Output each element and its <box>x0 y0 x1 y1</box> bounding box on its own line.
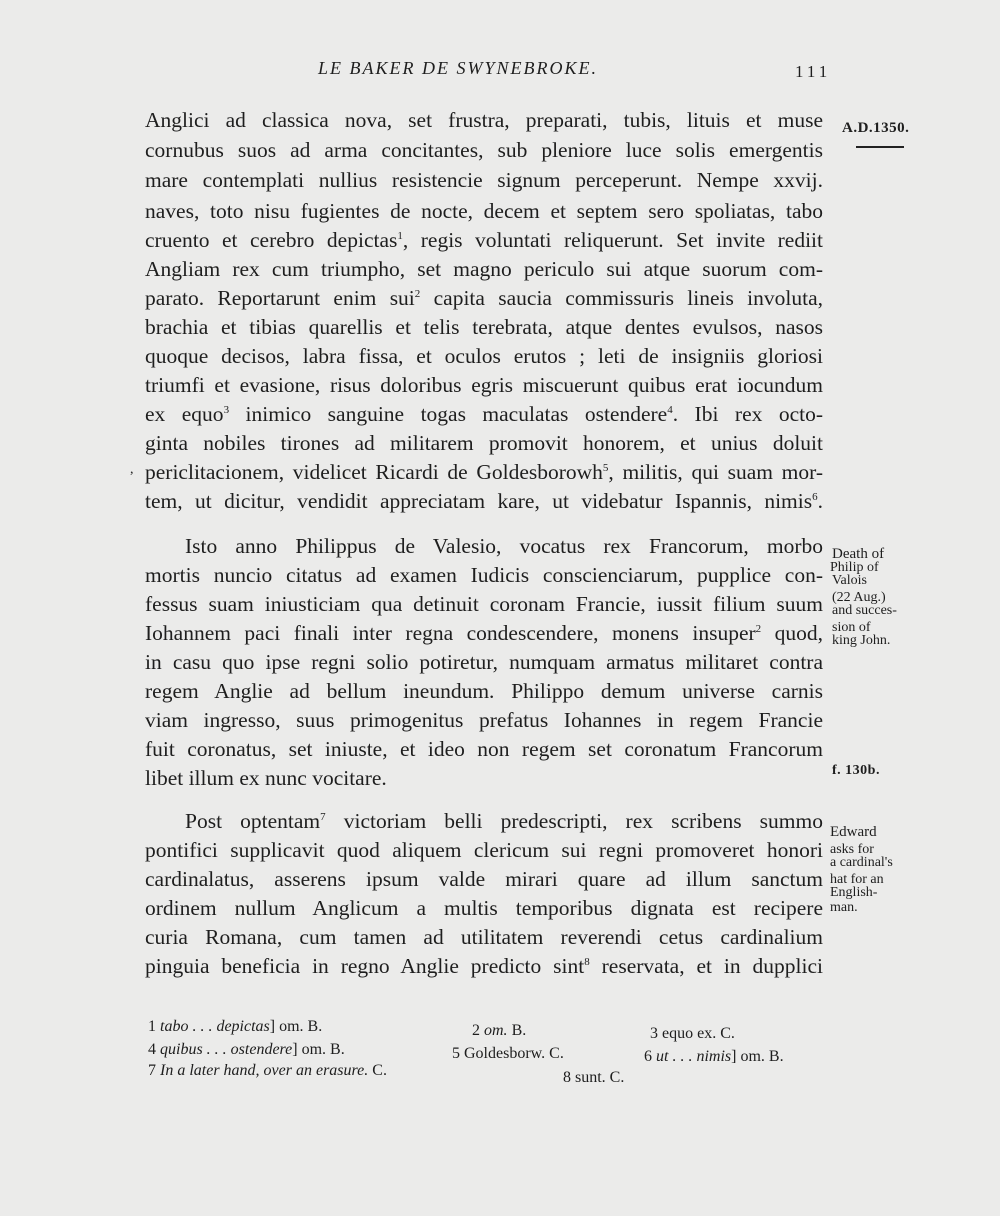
body-line: mortis nuncio citatus ad examen Iudicis conscienciarum, pupplice con- <box>145 563 823 587</box>
body-line: in casu quo ipse regni solio potiretur, numquam armatus militaret contra <box>145 650 823 674</box>
page-number: 111 <box>795 62 832 81</box>
body-line: ex equo$^3$ inimico sanguine togas maculatas ostendere$^4$. Ibi rex octo- <box>145 402 823 426</box>
body-line: tem, ut dicitur, vendidit appreciatam kare, ut videbatur Ispannis, nimis$^6$. <box>145 489 823 513</box>
body-line: Anglici ad classica nova, set frustra, preparati, tubis, lituis et muse <box>145 108 823 132</box>
footnote-1: 1 tabo . . . depictas] om. B. <box>148 1018 323 1035</box>
stray-mark: , <box>130 462 134 477</box>
body-line: curia Romana, cum tamen ad utilitatem reverendi cetus cardinalium <box>145 925 823 949</box>
footnote-7: 7 In a later hand, over an erasure. C. <box>148 1062 387 1079</box>
body-line: naves, toto nisu fugientes de nocte, decem et septem sero spoliatas, tabo <box>145 199 823 223</box>
body-line: periclitacionem, videlicet Ricardi de Goldesborowh$^5$, militis, qui suam mor- <box>145 460 823 484</box>
body-line: ginta nobiles tirones ad militarem promovit honorem, et unius doluit <box>145 431 823 455</box>
body-line: cruento et cerebro depictas$^1$, regis voluntati reliquerunt. Set invite rediit <box>145 228 823 252</box>
margin-rule <box>856 146 904 148</box>
body-line: mare contemplati nullius resistencie signum perceperunt. Nempe xxvij. <box>145 168 823 192</box>
running-header: LE BAKER DE SWYNEBROKE. <box>318 58 598 78</box>
body-line: pinguia beneficia in regno Anglie predicto sint$^8$ reservata, et in dupplici <box>145 954 823 978</box>
footnote-4: 4 quibus . . . ostendere] om. B. <box>148 1041 345 1058</box>
body-line: viam ingresso, suus primogenitus prefatus Iohannes in regem Francie <box>145 708 823 732</box>
body-line: parato. Reportarunt enim sui$^2$ capita saucia commissuris lineis involuta, <box>145 286 823 310</box>
body-line: ordinem nullum Anglicum a multis temporibus dignata est recipere <box>145 896 823 920</box>
body-line: regem Anglie ad bellum ineundum. Philippo demum universe carnis <box>145 679 823 703</box>
body-line: fessus suam iniusticiam qua detinuit coronam Francie, iussit filium suum <box>145 592 823 616</box>
margin-note-edward-cardinal: Edward asks for a cardinal's hat for an English- man. <box>830 824 893 915</box>
body-line: Angliam rex cum triumpho, set magno periculo sui atque suorum com- <box>145 257 823 281</box>
body-line: Iohannem paci finali inter regna condescendere, monens insuper$^2$ quod, <box>145 621 823 645</box>
footnote-8: 8 sunt. C. <box>563 1069 625 1086</box>
body-line: brachia et tibias quarellis et telis terebrata, atque dentes evulsos, nasos <box>145 315 823 339</box>
body-line: triumfi et evasione, risus doloribus egris miscuerunt quibus erat iocundum <box>145 373 823 397</box>
footnote-2: 2 om. B. <box>472 1022 527 1039</box>
body-line: pontifici supplicavit quod aliquem clericum sui regni promoveret honori <box>145 838 823 862</box>
body-line: Post optentam$^7$ victoriam belli predescripti, rex scribens summo <box>185 809 823 833</box>
footnote-3: 3 equo ex. C. <box>650 1025 735 1042</box>
margin-year: A.D.1350. <box>842 120 910 136</box>
margin-folio: f. 130b. <box>832 763 880 778</box>
body-line: Isto anno Philippus de Valesio, vocatus rex Francorum, morbo <box>185 534 823 558</box>
margin-note-death-of-philip: Death of Philip of Valois (22 Aug.) and succes- sion of king John. <box>830 546 897 648</box>
body-line: fuit coronatus, set iniuste, et ideo non regem set coronatum Francorum <box>145 737 823 761</box>
body-line: cardinalatus, asserens ipsum valde mirari quare ad illum sanctum <box>145 867 823 891</box>
footnote-5: 5 Goldesborw. C. <box>452 1045 564 1062</box>
body-line: libet illum ex nunc vocitare. <box>145 766 387 790</box>
footnote-6: 6 ut . . . nimis] om. B. <box>644 1048 784 1065</box>
body-line: quoque decisos, labra fissa, et oculos erutos ; leti de insigniis gloriosi <box>145 344 823 368</box>
body-line: cornubus suos ad arma concitantes, sub pleniore luce solis emergentis <box>145 138 823 162</box>
